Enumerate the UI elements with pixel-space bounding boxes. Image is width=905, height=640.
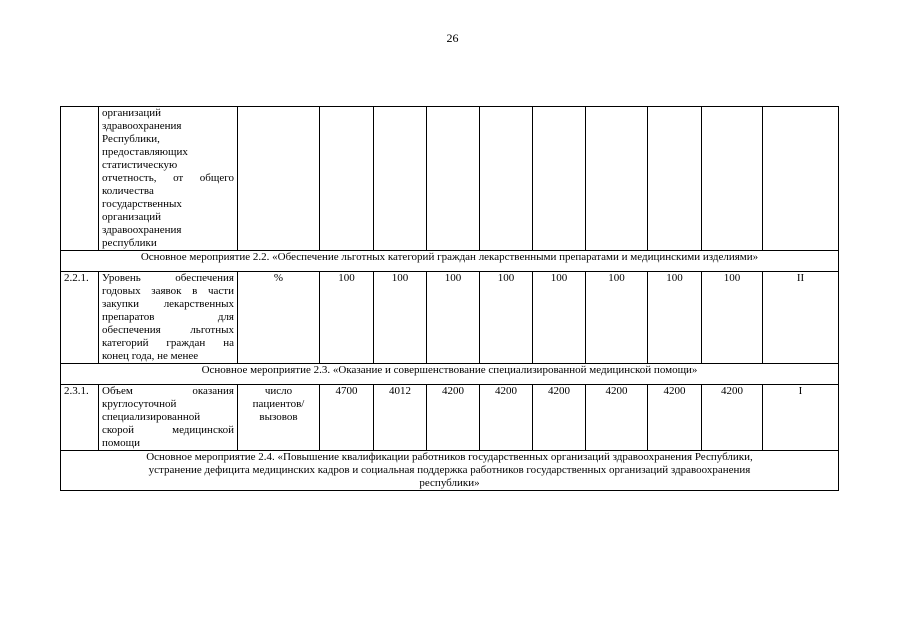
- section-title: Основное мероприятие 2.2. «Обеспечение льготных категорий граждан лекарственными препаратами и медицинскими изделиями»: [61, 251, 839, 272]
- value-cell: 100: [374, 272, 427, 364]
- value-cell: 100: [586, 272, 648, 364]
- value-cell: 4200: [702, 385, 763, 451]
- unit-cell: %: [238, 272, 320, 364]
- unit-cell: [238, 107, 320, 251]
- value-cell: [427, 107, 480, 251]
- table-row-continuation: [61, 107, 839, 251]
- indicators-table: [60, 106, 839, 491]
- value-cell: 4200: [533, 385, 586, 451]
- value-cell: 100: [648, 272, 702, 364]
- value-cell: [480, 107, 533, 251]
- value-cell: 4200: [427, 385, 480, 451]
- section-row-2-3: [61, 364, 839, 385]
- section-row-2-2: [61, 251, 839, 272]
- row-number-cell: [61, 107, 99, 251]
- value-cell: 100: [427, 272, 480, 364]
- table-row-2-2-1: [61, 272, 839, 364]
- category-cell: [763, 107, 839, 251]
- row-number: 2.3.1.: [61, 385, 99, 451]
- value-cell: 4700: [320, 385, 374, 451]
- category-cell: I: [763, 385, 839, 451]
- unit-cell: число пациентов/ вызовов: [238, 385, 320, 451]
- section-title: Основное мероприятие 2.3. «Оказание и совершенствование специализированной медицинской помощи»: [61, 364, 839, 385]
- value-cell: [320, 107, 374, 251]
- indicator-description: организаций здравоохранения Республики, предоставляющих статистическую отчетность, от общего количества государственных организаций здравоохранения республики: [99, 107, 238, 251]
- page-number: 26: [446, 31, 459, 45]
- table-row-2-3-1: [61, 385, 839, 451]
- indicator-description: Уровень обеспечения годовых заявок в части закупки лекарственных препаратов для обеспечения льготных категорий граждан на конец года, не менее: [99, 272, 238, 364]
- value-cell: [533, 107, 586, 251]
- value-cell: [702, 107, 763, 251]
- value-cell: [648, 107, 702, 251]
- section-title: Основное мероприятие 2.4. «Повышение квалификации работников государственных организаций здравоохранения Республики, устранение дефицита медицинских кадров и социальная поддержка работников государственных организаций здравоохранения республики»: [61, 451, 839, 491]
- value-cell: 4012: [374, 385, 427, 451]
- value-cell: 100: [480, 272, 533, 364]
- value-cell: 4200: [648, 385, 702, 451]
- row-number: 2.2.1.: [61, 272, 99, 364]
- value-cell: 100: [533, 272, 586, 364]
- value-cell: 100: [702, 272, 763, 364]
- value-cell: 100: [320, 272, 374, 364]
- category-cell: II: [763, 272, 839, 364]
- value-cell: 4200: [586, 385, 648, 451]
- value-cell: [374, 107, 427, 251]
- indicator-description: Объем оказания круглосуточной специализированной скорой медицинской помощи: [99, 385, 238, 451]
- value-cell: [586, 107, 648, 251]
- value-cell: 4200: [480, 385, 533, 451]
- section-row-2-4: [61, 451, 839, 491]
